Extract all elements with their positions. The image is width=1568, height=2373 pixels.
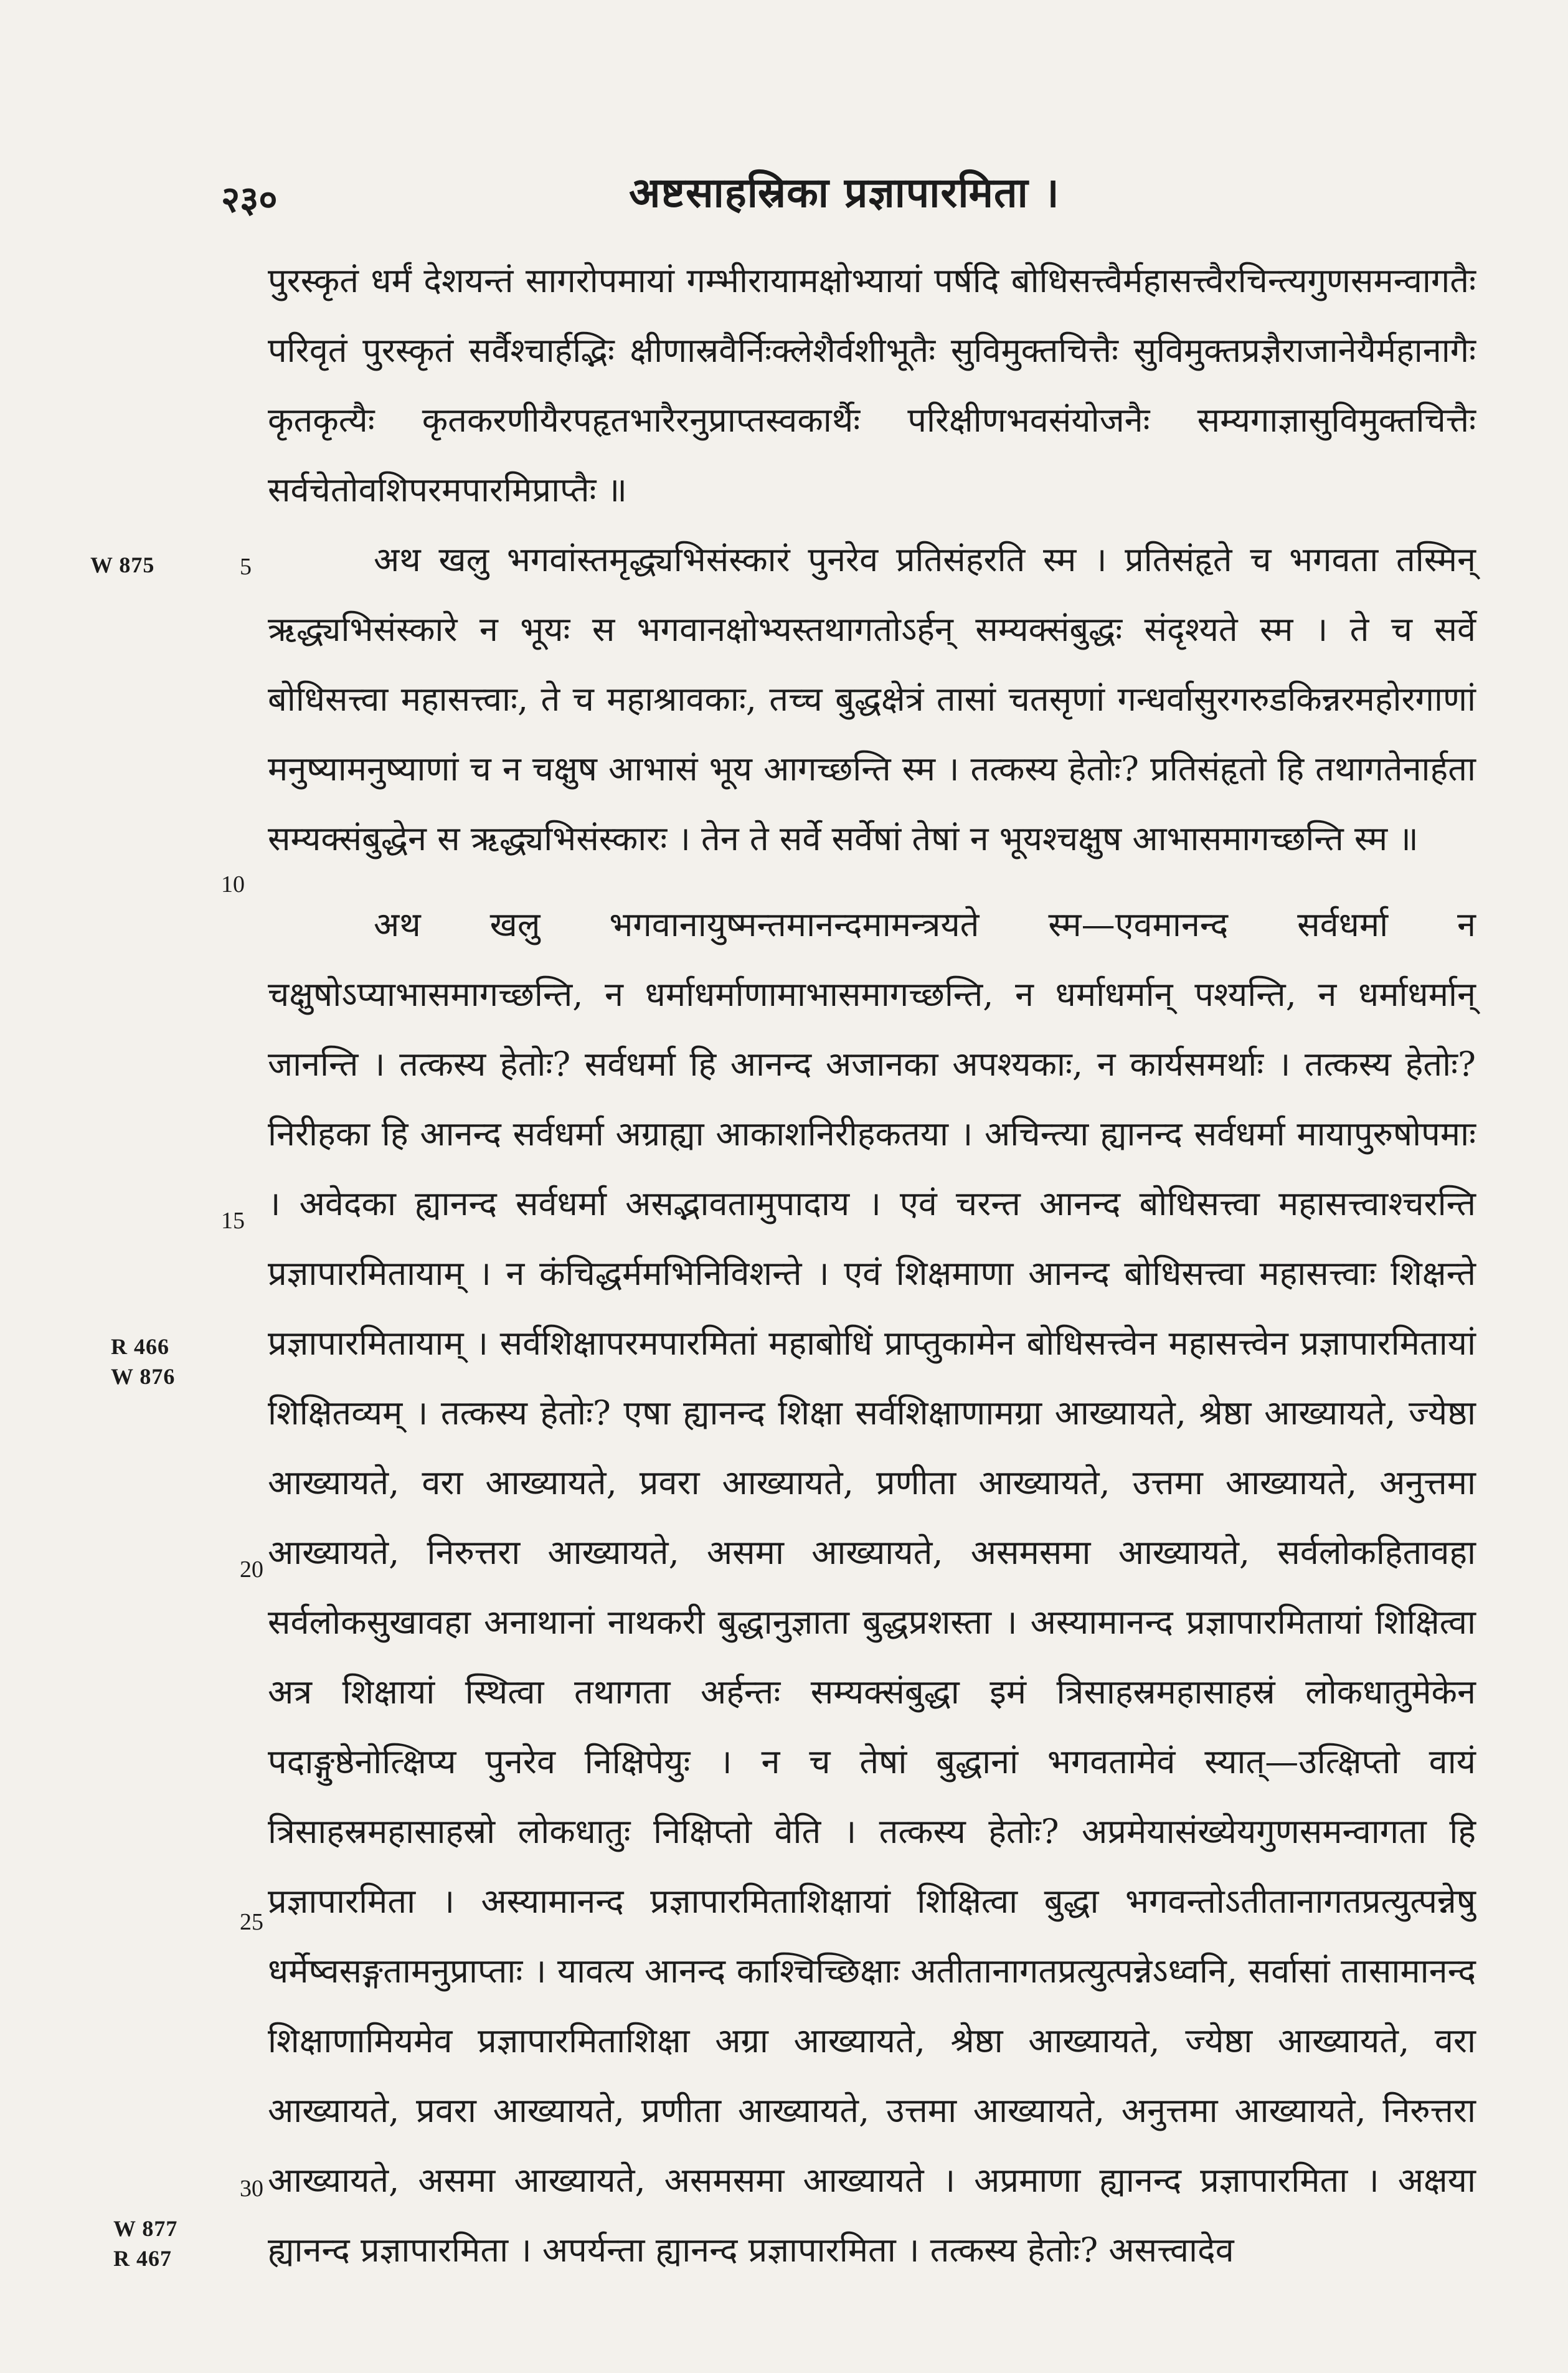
line-number: 5 bbox=[240, 554, 252, 580]
page-number: २३० bbox=[221, 178, 278, 220]
paragraph: पुरस्कृतं धर्मं देशयन्तं सागरोपमायां गम्भीरायामक्षोभ्यायां पर्षदि बोधिसत्त्वैर्महासत्त्वैरचिन्त्यगुणसमन्वागतैः परिवृतं पुरस्कृतं सर्वैश्चार्हद्भिः क्षीणास्रवैर्निःक्लेशैर्वशीभूतैः सुविमुक्तचित्तैः सुविमुक्तप्रज्ञैराजानेयैर्महानागैः कृतकृत्यैः कृतकरणीयैरपहृतभारैरनुप्राप्तस्वकार्थैः परिक्षीणभवसंयोजनैः सम्यगाज्ञासुविमुक्तचित्तैः सर्वचेतोवशिपरमपारमिप्राप्तैः ॥ bbox=[268, 261, 1476, 509]
margin-reference: W 875 bbox=[90, 552, 155, 577]
margin-reference: W 877 bbox=[113, 2216, 178, 2241]
margin-reference: R 466 bbox=[111, 1334, 169, 1359]
running-title: अष्टसाहस्रिका प्रज्ञापारमिता । bbox=[629, 168, 1060, 217]
paragraph: अथ खलु भगवांस्तमृद्ध्यभिसंस्कारं पुनरेव प्रतिसंहरति स्म । प्रतिसंहृते च भगवता तस्मिन् ऋद्ध्यभिसंस्कारे न भूयः स भगवानक्षोभ्यस्तथागतोऽर्हन् सम्यक्संबुद्धः संदृश्यते स्म । ते च सर्वे बोधिसत्त्वा महासत्त्वाः, ते च महाश्रावकाः, तच्च बुद्धक्षेत्रं तासां चतसृणां गन्धर्वासुरगरुडकिन्नरमहोरगाणां मनुष्यामनुष्याणां च न चक्षुष आभासं भूय आगच्छन्ति स्म । तत्कस्य हेतोः? प्रतिसंहृतो हि तथागतेनार्हता सम्यक्संबुद्धेन स ऋद्ध्यभिसंस्कारः । तेन ते सर्वे सर्वेषां तेषां न भूयश्चक्षुष आभासमागच्छन्ति स्म ॥ bbox=[268, 540, 1476, 858]
margin-reference: W 876 bbox=[111, 1364, 176, 1389]
line-number: 15 bbox=[221, 1208, 245, 1234]
line-number: 20 bbox=[240, 1556, 263, 1583]
paragraph: अथ खलु भगवानायुष्मन्तमानन्दमामन्त्रयते स्म—एवमानन्द सर्वधर्मा न चक्षुषोऽप्याभासमागच्छन्ति, न धर्माधर्माणामाभासमागच्छन्ति, न धर्माधर्मान् पश्यन्ति, न धर्माधर्मान् जानन्ति । तत्कस्य हेतोः? सर्वधर्मा हि आनन्द अजानका अपश्यकाः, न कार्यसमर्थाः । तत्कस्य हेतोः? निरीहका हि आनन्द सर्वधर्मा अग्राह्या आकाशनिरीहकतया । अचिन्त्या ह्यानन्द सर्वधर्मा मायापुरुषोपमाः । अवेदका ह्यानन्द सर्वधर्मा असद्भावतामुपादाय । एवं चरन्त आनन्द बोधिसत्त्वा महासत्त्वाश्चरन्ति प्रज्ञापारमितायाम् । न कंचिद्धर्ममभिनिविशन्ते । एवं शिक्षमाणा आनन्द बोधिसत्त्वा महासत्त्वाः शिक्षन्ते प्रज्ञापारमितायाम् । सर्वशिक्षापरमपारमितां महाबोधिं प्राप्तुकामेन बोधिसत्त्वेन महासत्त्वेन प्रज्ञापारमितायां शिक्षितव्यम् । तत्कस्य हेतोः? एषा ह्यानन्द शिक्षा सर्वशिक्षाणामग्रा आख्यायते, श्रेष्ठा आख्यायते, ज्येष्ठा आख्यायते, वरा आख्यायते, प्रवरा आख्यायते, प्रणीता आख्यायते, उत्तमा आख्यायते, अनुत्तमा आख्यायते, निरुत्तरा आख्यायते, असमा आख्यायते, असमसमा आख्यायते, सर्वलोकहितावहा सर्वलोकसुखावहा अनाथानां नाथकरी बुद्धानुज्ञाता बुद्धप्रशस्ता । अस्यामानन्द प्रज्ञापारमितायां शिक्षित्वा अत्र शिक्षायां स्थित्वा तथागता अर्हन्तः सम्यक्संबुद्धा इमं त्रिसाहस्रमहासाहस्रं लोकधातुमेकेन पदाङ्गुष्ठेनोत्क्षिप्य पुनरेव निक्षिपेयुः । न च तेषां बुद्धानां भगवतामेवं स्यात्—उत्क्षिप्तो वायं त्रिसाहस्रमहासाहस्रो लोकधातुः निक्षिप्तो वेति । तत्कस्य हेतोः? अप्रमेयासंख्येयगुणसमन्वागता हि प्रज्ञापारमिता । अस्यामानन्द प्रज्ञापारमिताशिक्षायां शिक्षित्वा बुद्धा भगवन्तोऽतीतानागतप्रत्युत्पन्नेषु धर्मेष्वसङ्गतामनुप्राप्ताः । यावत्य आनन्द काश्चिच्छिक्षाः अतीतानागतप्रत्युत्पन्नेऽध्वनि, सर्वासां तासामानन्द शिक्षाणामियमेव प्रज्ञापारमिताशिक्षा अग्रा आख्यायते, श्रेष्ठा आख्यायते, ज्येष्ठा आख्यायते, वरा आख्यायते, प्रवरा आख्यायते, प्रणीता आख्यायते, उत्तमा आख्यायते, अनुत्तमा आख्यायते, निरुत्तरा आख्यायते, असमा आख्यायते, असमसमा आख्यायते । अप्रमाणा ह्यानन्द प्रज्ञापारमिता । अक्षया ह्यानन्द प्रज्ञापारमिता । अपर्यन्ता ह्यानन्द प्रज्ञापारमिता । तत्कस्य हेतोः? असत्त्वादेव bbox=[268, 905, 1476, 2270]
line-number: 30 bbox=[240, 2176, 263, 2202]
line-number: 25 bbox=[240, 1909, 263, 1935]
line-number: 10 bbox=[221, 871, 245, 898]
margin-reference: R 467 bbox=[113, 2246, 172, 2271]
body-text bbox=[268, 246, 1476, 2285]
